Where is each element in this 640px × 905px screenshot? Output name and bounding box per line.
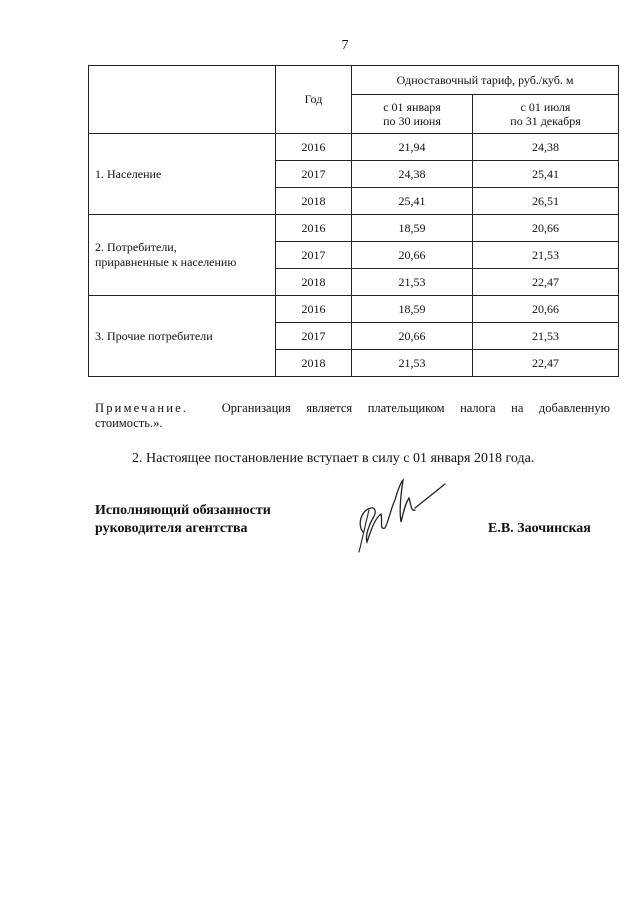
note-word: является <box>306 401 353 415</box>
note-line-1 <box>95 401 610 416</box>
tariff-value-cell: 20,66 <box>473 215 619 242</box>
page-number: 7 <box>341 38 349 53</box>
period-2-line-2: по 31 декабря <box>510 114 581 128</box>
handwritten-signature <box>345 470 455 555</box>
header-year: Год <box>276 66 352 134</box>
period-1-line-2: по 30 июня <box>383 114 441 128</box>
year-cell: 2017 <box>276 323 352 350</box>
table-header-row <box>89 66 619 95</box>
year-cell: 2017 <box>276 242 352 269</box>
period-1-line-1: с 01 января <box>383 100 441 114</box>
note <box>95 401 610 431</box>
note-word: плательщиком <box>367 401 445 415</box>
note-word: на <box>511 401 524 415</box>
tariff-value-cell: 25,41 <box>473 161 619 188</box>
category-label: 1. Население <box>95 166 162 181</box>
year-cell: 2017 <box>276 161 352 188</box>
tariff-value-cell: 21,53 <box>352 269 473 296</box>
category-potrebiteli <box>89 215 276 296</box>
tariff-table <box>88 65 619 377</box>
year-cell: 2018 <box>276 188 352 215</box>
tariff-value-cell: 24,38 <box>473 134 619 161</box>
note-label: Примечание. <box>95 401 189 415</box>
year-cell: 2016 <box>276 215 352 242</box>
signatory-title-line-2: руководителя агентства <box>95 521 248 536</box>
tariff-value-cell: 20,66 <box>352 323 473 350</box>
tariff-value-cell: 24,38 <box>352 161 473 188</box>
period-2-line-1: с 01 июля <box>520 100 571 114</box>
tariff-value-cell: 26,51 <box>473 188 619 215</box>
table-row <box>89 215 619 242</box>
tariff-value-cell: 18,59 <box>352 296 473 323</box>
tariff-value-cell: 20,66 <box>473 296 619 323</box>
note-word: Организация <box>221 401 291 415</box>
year-cell: 2018 <box>276 350 352 377</box>
year-cell: 2018 <box>276 269 352 296</box>
table-row <box>89 134 619 161</box>
header-category-cell <box>89 66 276 134</box>
note-line-2: стоимость.». <box>95 416 163 430</box>
header-period-2 <box>473 95 619 134</box>
tariff-value-cell: 22,47 <box>473 269 619 296</box>
tariff-value-cell: 25,41 <box>352 188 473 215</box>
signatory-title-line-1: Исполняющий обязанности <box>95 503 271 518</box>
tariff-value-cell: 21,53 <box>473 323 619 350</box>
header-tariff: Одноставочный тариф, руб./куб. м <box>352 66 619 95</box>
tariff-value-cell: 22,47 <box>473 350 619 377</box>
note-word: добавленную <box>538 401 610 415</box>
category-label: 2. Потребители, <box>95 240 177 254</box>
tariff-value-cell: 21,53 <box>352 350 473 377</box>
tariff-value-cell: 20,66 <box>352 242 473 269</box>
category-prochie <box>89 296 276 377</box>
signatory-name: Е.В. Заочинская <box>488 521 591 536</box>
year-cell: 2016 <box>276 134 352 161</box>
tariff-value-cell: 21,94 <box>352 134 473 161</box>
table-row <box>89 296 619 323</box>
signatory-title <box>95 502 271 538</box>
category-naselenie <box>89 134 276 215</box>
year-cell: 2016 <box>276 296 352 323</box>
tariff-value-cell: 21,53 <box>473 242 619 269</box>
header-period-1 <box>352 95 473 134</box>
paragraph-effective-date: 2. Настоящее постановление вступает в силу с 01 января 2018 года. <box>132 451 535 466</box>
category-label: 3. Прочие потребители <box>95 328 213 343</box>
category-label-continued: приравненные к населению <box>95 255 237 269</box>
note-word: налога <box>460 401 496 415</box>
tariff-value-cell: 18,59 <box>352 215 473 242</box>
